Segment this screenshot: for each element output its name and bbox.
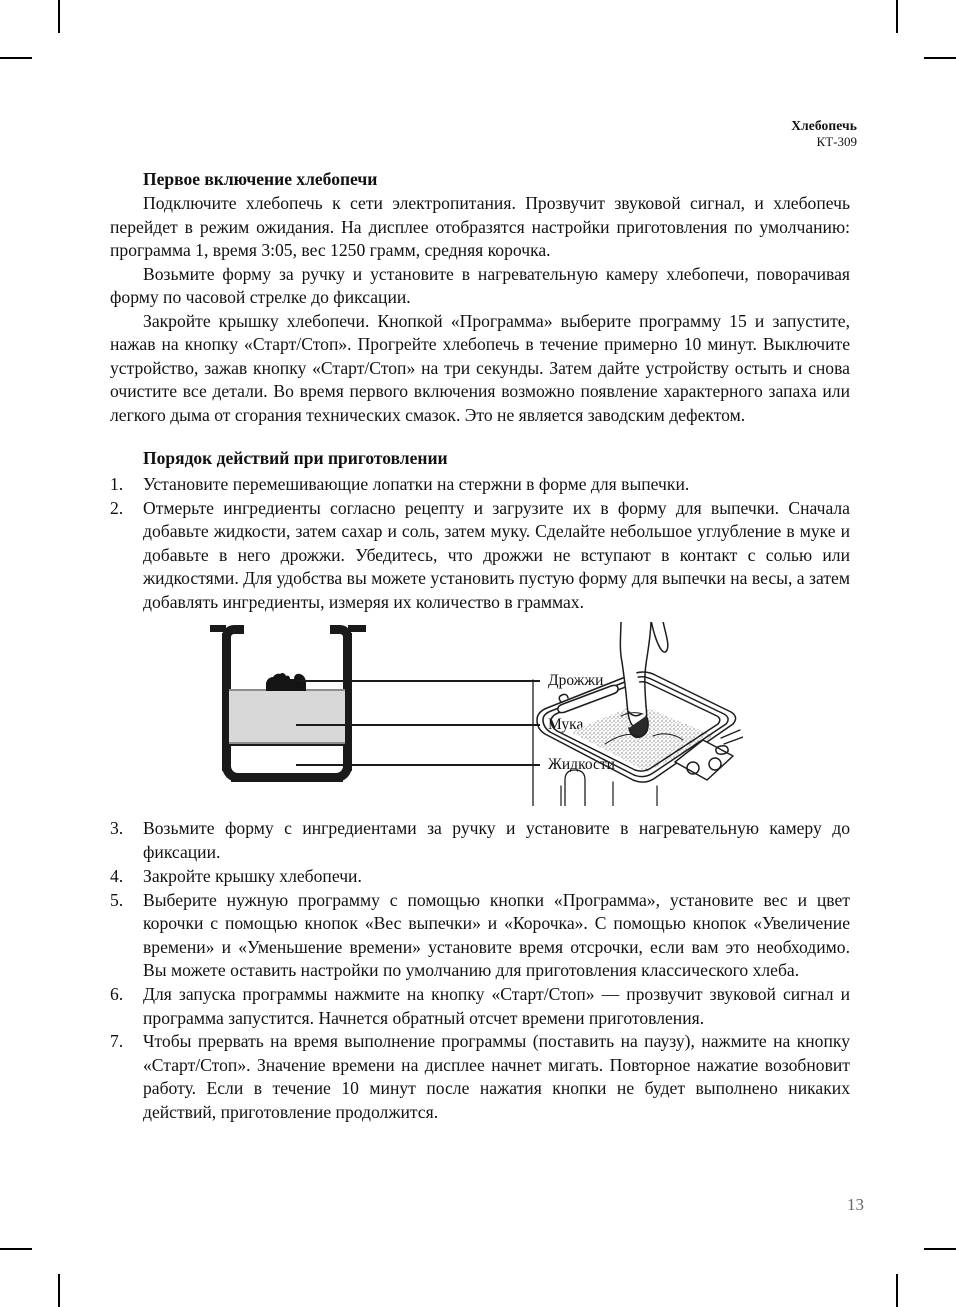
figure-label-flour: Мука bbox=[548, 716, 584, 734]
model-number: КТ-309 bbox=[816, 133, 857, 149]
crop-mark-bottom-right-vertical bbox=[896, 1274, 898, 1307]
step-number: 5. bbox=[110, 889, 124, 910]
paragraph-insert-pan: Возьмите форму за ручку и установите в нагревательную камеру хлебопечи, поворачивая форму по часовой стрелке до фиксации. bbox=[110, 263, 850, 308]
step-number: 6. bbox=[110, 984, 124, 1005]
crop-mark-top-left-horizontal bbox=[0, 57, 32, 59]
list-item bbox=[110, 1030, 850, 1124]
step-number: 7. bbox=[110, 1031, 124, 1052]
step-number: 1. bbox=[110, 473, 124, 494]
paragraph-preheat: Закройте крышку хлебопечи. Кнопкой «Программа» выберите программу 15 и запустите, нажав на кнопку «Старт/Стоп». Прогрейте хлебопечь в течение примерно 10 минут. Выключите устройство, зажав кнопку «Старт/Стоп» на три секунды. Затем дайте устройству остыть и снова очистите все детали. Во время первого включения возможно появление характерного запаха или легкого дыма от сгорания технических смазок. Это не является заводским дефектом. bbox=[110, 310, 850, 425]
leader-line-flour bbox=[296, 724, 540, 726]
crop-mark-top-right-horizontal bbox=[924, 57, 956, 59]
step-text: Возьмите форму с ингредиентами за ручку и установите в нагревательную камеру до фиксации. bbox=[143, 818, 850, 862]
steps-list-before-figure bbox=[110, 473, 850, 614]
list-item bbox=[110, 817, 850, 864]
step-number: 3. bbox=[110, 818, 124, 839]
pan-wall-bottom bbox=[231, 773, 343, 782]
step-text: Чтобы прервать на время выполнение программы (поставить на паузу), нажмите на кнопку «Старт/Стоп». Значение времени на дисплее начнет мигать. Повторное нажатие возобновит работу. Если в течение 10 минут после нажатия кнопки не будет выполнено никаких действий, приготовление продолжится. bbox=[143, 1031, 850, 1122]
step-text: Установите перемешивающие лопатки на стержни в форме для выпечки. bbox=[143, 473, 690, 494]
leader-line-liquid bbox=[296, 764, 540, 766]
list-item bbox=[110, 473, 850, 496]
crop-mark-bottom-left-vertical bbox=[58, 1274, 60, 1307]
flour-layer bbox=[229, 689, 345, 744]
list-item bbox=[110, 865, 850, 888]
running-header bbox=[791, 118, 857, 149]
crop-mark-bottom-left-horizontal bbox=[0, 1248, 32, 1250]
step-text: Закройте крышку хлебопечи. bbox=[143, 865, 362, 886]
finger-making-well-in-flour-illustration bbox=[525, 620, 745, 808]
ingredient-layering-figure bbox=[110, 625, 850, 811]
step-number: 2. bbox=[110, 497, 124, 518]
product-name: Хлебопечь bbox=[791, 118, 857, 133]
paragraph-power-on: Подключите хлебопечь к сети электропитания. Прозвучит звуковой сигнал, и хлебопечь перейдет в режим ожидания. На дисплее отобразятся настройки приготовления по умолчанию: программа 1, время 3:05, вес 1250 грамм, средняя корочка. bbox=[110, 193, 850, 261]
leader-line-yeast bbox=[298, 680, 540, 682]
list-item bbox=[110, 983, 850, 1030]
page-content bbox=[110, 168, 850, 1125]
list-item bbox=[110, 497, 850, 614]
crop-mark-top-left-vertical bbox=[58, 0, 60, 33]
liquid-level-line bbox=[231, 744, 343, 746]
page-number: 13 bbox=[847, 1195, 864, 1214]
pan-corner-bottom-left bbox=[222, 760, 244, 782]
step-text: Выберите нужную программу с помощью кнопки «Программа», установите вес и цвет корочки с помощью кнопок «Вес выпечки» и «Корочка». С помощью кнопок «Увеличение времени» и «Уменьшение времени» установите время отсрочки, если вам это необходимо. Вы можете оставить настройки по умолчанию для приготовления классического хлеба. bbox=[143, 889, 850, 981]
list-item bbox=[110, 889, 850, 983]
section-title-cooking-order: Порядок действий при приготовлении bbox=[143, 448, 448, 469]
step-text: Для запуска программы нажмите на кнопку «Старт/Стоп» — прозвучит звуковой сигнал и программа запустится. Начнется обратный отсчет времени приготовления. bbox=[143, 984, 850, 1028]
bread-pan-cross-section-diagram bbox=[210, 625, 615, 805]
steps-list-after-figure bbox=[110, 817, 850, 1124]
crop-mark-top-right-vertical bbox=[896, 0, 898, 33]
figure-label-liquid: Жидкости bbox=[548, 756, 615, 774]
step-text: Отмерьте ингредиенты согласно рецепту и загрузите их в форму для выпечки. Сначала добавьте жидкости, затем сахар и соль, затем муку. Сделайте небольшое углубление в муке и добавьте в него дрожжи. Убедитесь, что дрожжи не вступают в контакт с солью или жидкостями. Для удобства вы можете установить пустую форму для выпечки на весы, а затем добавлять ингредиенты, измеряя их количество в граммах. bbox=[143, 497, 850, 612]
step-number: 4. bbox=[110, 865, 124, 886]
crop-mark-bottom-right-horizontal bbox=[924, 1248, 956, 1250]
figure-label-yeast: Дрожжи bbox=[548, 672, 604, 690]
section-title-first-use: Первое включение хлебопечи bbox=[143, 169, 378, 189]
